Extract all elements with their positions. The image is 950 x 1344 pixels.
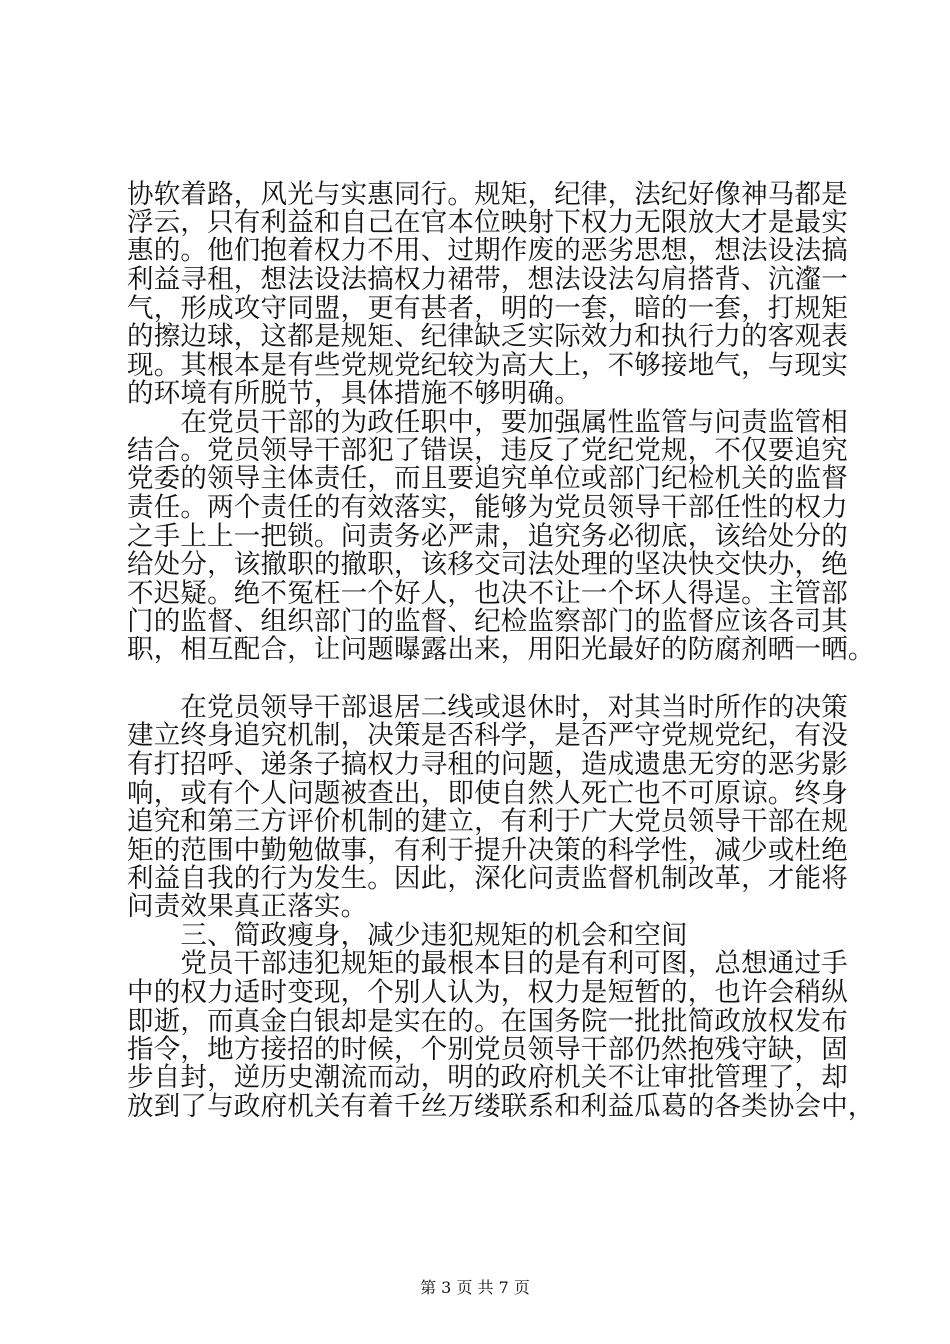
text-line: 的环境有所脱节，具体措施不够明确。 — [127, 378, 581, 409]
text-line: 惠的。他们抱着权力不用、过期作废的恶劣思想，想法设法搞 — [127, 235, 848, 266]
text-line: 协软着路，风光与实惠同行。规矩，纪律，法纪好像神马都是 — [127, 179, 848, 210]
text-line: 矩的范围中勤勉做事，有利于提升决策的科学性，减少或杜绝 — [127, 835, 848, 866]
text-line: 门的监督、组织部门的监督、纪检监察部门的监督应该各司其 — [127, 606, 848, 637]
text-line: 在党员领导干部退居二线或退休时，对其当时所作的决策 — [127, 692, 848, 723]
text-line: 中的权力适时变现，个别人认为，权力是短暂的，也许会稍纵 — [127, 977, 848, 1008]
text-line: 结合。党员领导干部犯了错误，违反了党纪党规，不仅要追究 — [127, 435, 848, 466]
text-line: 三、简政瘦身，减少违犯规矩的机会和空间 — [127, 920, 688, 951]
text-line: 职，相互配合，让问题曝露出来，用阳光最好的防腐剂晒一晒。 — [127, 634, 875, 665]
text-line: 党员干部违犯规矩的最根本目的是有利可图，总想通过手 — [127, 948, 848, 979]
text-line: 给处分，该撤职的撤职，该移交司法处理的坚决快交快办，绝 — [127, 549, 848, 580]
text-line: 利益自我的行为发生。因此，深化问责监督机制改革，才能将 — [127, 863, 848, 894]
text-line: 的擦边球，这都是规矩、纪律缺乏实际效力和执行力的客观表 — [127, 321, 848, 352]
text-line: 有打招呼、递条子搞权力寻租的问题，造成遗患无穷的恶劣影 — [127, 749, 848, 780]
text-line: 现。其根本是有些党规党纪较为高大上，不够接地气，与现实 — [127, 350, 848, 381]
text-line: 响，或有个人问题被查出，即使自然人死亡也不可原谅。终身 — [127, 778, 848, 809]
text-line: 不迟疑。绝不冤枉一个好人，也决不让一个坏人得逞。主管部 — [127, 578, 848, 609]
text-line: 之手上上一把锁。问责务必严肃，追究务必彻底，该给处分的 — [127, 521, 848, 552]
text-line: 追究和第三方评价机制的建立，有利于广大党员领导干部在规 — [127, 806, 848, 837]
text-line: 问责效果真正落实。 — [127, 891, 368, 922]
text-line: 指令，地方接招的时候，个别党员领导干部仍然抱残守缺，固 — [127, 1034, 848, 1065]
text-line: 建立终身追究机制，决策是否科学，是否严守党规党纪，有没 — [127, 720, 848, 751]
text-line: 责任。两个责任的有效落实，能够为党员领导干部任性的权力 — [127, 492, 848, 523]
text-line: 利益寻租，想法设法搞权力裙带，想法设法勾肩搭背、沆瀣一 — [127, 264, 848, 295]
page-footer: 第 3 页 共 7 页 — [420, 1278, 530, 1297]
text-line: 浮云，只有利益和自己在官本位映射下权力无限放大才是最实 — [127, 207, 848, 238]
text-line: 在党员干部的为政任职中，要加强属性监管与问责监管相 — [127, 407, 848, 438]
text-line: 气，形成攻守同盟，更有甚者，明的一套，暗的一套，打规矩 — [127, 293, 848, 324]
text-line: 步自封，逆历史潮流而动，明的政府机关不让审批管理了，却 — [127, 1062, 848, 1093]
text-line: 放到了与政府机关有着千丝万缕联系和利益瓜葛的各类协会中， — [127, 1091, 875, 1122]
text-line: 党委的领导主体责任，而且要追究单位或部门纪检机关的监督 — [127, 463, 848, 494]
text-line: 即逝，而真金白银却是实在的。在国务院一批批简政放权发布 — [127, 1006, 848, 1037]
